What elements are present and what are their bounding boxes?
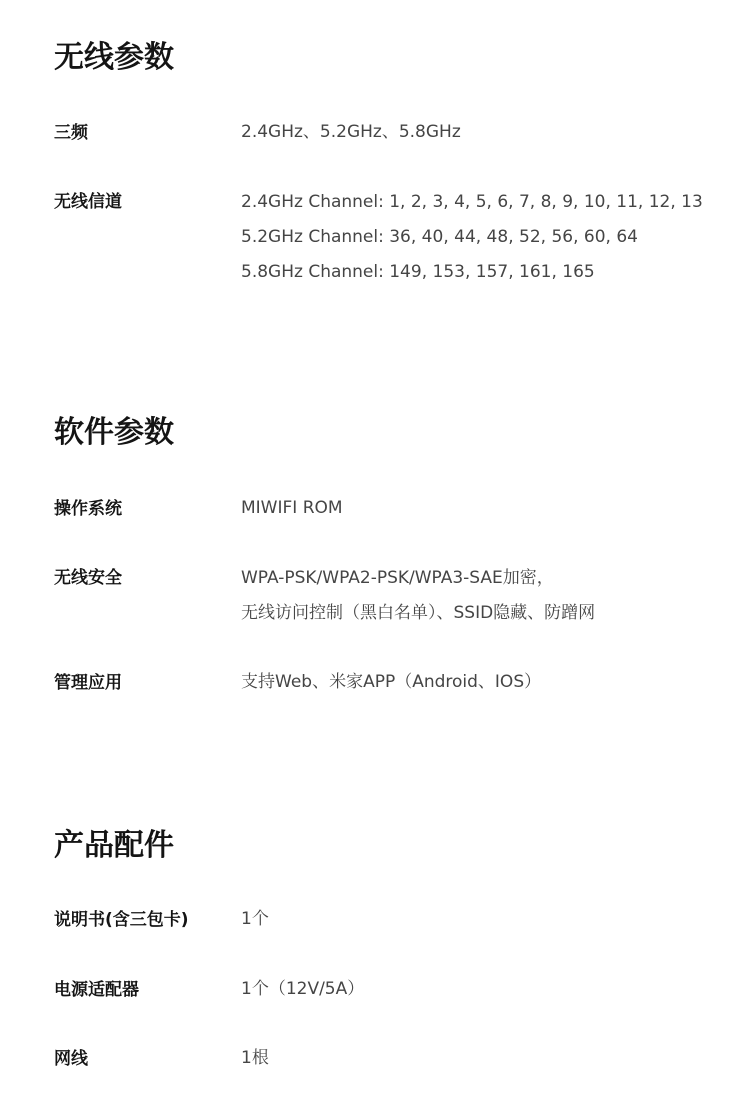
spec-label-security: 无线安全 — [54, 568, 122, 588]
spec-value-cable — [241, 1041, 269, 1076]
spec-value-bands — [241, 115, 461, 150]
spec-value-security — [241, 561, 595, 631]
spec-label-channels: 无线信道 — [54, 192, 122, 212]
spec-value-os — [241, 491, 343, 526]
spec-value-line: MIWIFI ROM — [241, 498, 343, 518]
spec-value-line: 2.4GHz Channel: 1, 2, 3, 4, 5, 6, 7, 8, 9, 10, 11, 12, 13 — [241, 192, 703, 212]
spec-value-line: 2.4GHz、5.2GHz、5.8GHz — [241, 122, 461, 142]
section-title-wireless: 无线参数 — [54, 40, 174, 75]
spec-label-bands: 三频 — [54, 123, 88, 143]
spec-value-line: 无线访问控制（黑白名单）、SSID隐藏、防蹭网 — [241, 603, 596, 623]
spec-label-manual: 说明书(含三包卡) — [54, 910, 189, 930]
spec-value-manual — [241, 902, 269, 937]
spec-label-management: 管理应用 — [54, 673, 122, 693]
spec-value-line: 1个（12V/5A） — [241, 979, 365, 999]
spec-value-line: 支持Web、米家APP（Android、IOS） — [241, 672, 542, 692]
section-title-accessories: 产品配件 — [54, 828, 174, 863]
spec-value-line: 1根 — [241, 1048, 269, 1068]
spec-value-line: 5.8GHz Channel: 149, 153, 157, 161, 165 — [241, 262, 595, 282]
spec-label-adapter: 电源适配器 — [54, 980, 139, 1000]
spec-value-channels — [241, 185, 703, 290]
section-title-software: 软件参数 — [54, 415, 174, 450]
spec-label-cable: 网线 — [54, 1049, 88, 1069]
spec-value-adapter — [241, 972, 364, 1007]
spec-value-line: 5.2GHz Channel: 36, 40, 44, 48, 52, 56, 60, 64 — [241, 227, 638, 247]
spec-value-line: 1个 — [241, 909, 269, 929]
spec-label-os: 操作系统 — [54, 499, 122, 519]
spec-value-line: WPA-PSK/WPA2-PSK/WPA3-SAE加密， — [241, 568, 554, 588]
spec-value-management — [241, 665, 541, 700]
